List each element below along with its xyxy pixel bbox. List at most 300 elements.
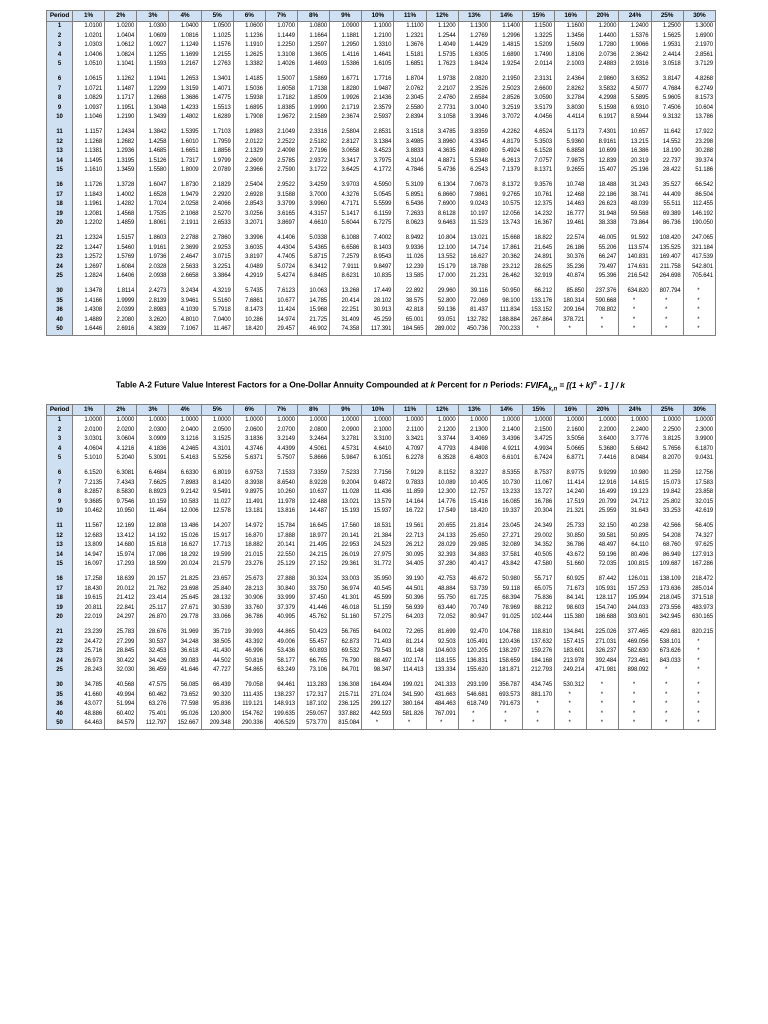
factor-cell: 6.1159 [362,210,394,220]
factor-cell: 723.461 [619,657,651,667]
factor-cell: 15.026 [169,532,201,542]
factor-cell: 1.0000 [265,416,297,426]
period-cell: 5 [47,60,73,70]
factor-cell: 1.3459 [105,166,137,176]
table-row [47,426,716,436]
factor-cell: 6.5436 [394,200,426,210]
factor-cell: 48.497 [587,541,619,551]
factor-cell: 19.561 [394,522,426,532]
factor-cell: 22.186 [587,191,619,201]
factor-cell: 17.293 [105,560,137,570]
factor-cell: 1.5007 [265,75,297,85]
factor-cell: 30.840 [265,585,297,595]
factor-cell: * [619,700,651,710]
factor-cell: 7.4002 [362,234,394,244]
factor-cell: 2.1068 [169,210,201,220]
factor-cell: 15.407 [587,166,619,176]
factor-cell: 434.745 [522,681,554,691]
factor-cell: 4.2465 [169,445,201,455]
factor-cell: 16.722 [394,507,426,517]
factor-cell: 16.777 [555,210,587,220]
factor-cell: 48.039 [619,200,651,210]
factor-cell: 8.1152 [426,469,458,479]
table-row [47,498,716,508]
factor-cell: 20.141 [330,532,362,542]
factor-cell: 1.4802 [169,113,201,123]
factor-cell: 4.7684 [651,85,683,95]
factor-cell: 16.627 [458,253,490,263]
factor-cell: * [683,638,715,648]
factor-cell: 26.186 [555,244,587,254]
period-cell: 23 [47,253,73,263]
table-row [47,454,716,464]
factor-cell: 1.9479 [169,191,201,201]
factor-cell: 111.435 [233,691,265,701]
period-cell: 25 [47,666,73,676]
factor-cell: 6.6101 [490,454,522,464]
factor-cell: 1.7138 [297,85,329,95]
factor-cell: 28.676 [137,628,169,638]
factor-cell: 5.1173 [555,128,587,138]
factor-cell: 68.760 [651,541,683,551]
factor-cell: 546.681 [458,691,490,701]
factor-cell: 25.650 [458,532,490,542]
period-cell: 19 [47,604,73,614]
factor-cell: 184.168 [522,657,554,667]
period-cell: 22 [47,244,73,254]
table-row [47,710,716,720]
rate-column-header: 14% [490,405,522,416]
rate-column-header: 24% [619,11,651,22]
factor-cell: 1.7535 [137,210,169,220]
factor-cell: 1.0303 [73,41,105,51]
factor-cell: 66.542 [683,181,715,191]
factor-cell: 102.444 [522,613,554,623]
factor-cell: 7.6625 [137,479,169,489]
factor-cell: 1.6528 [137,191,169,201]
factor-cell: 14.785 [297,297,329,307]
factor-cell: 1.0800 [297,22,329,32]
factor-cell: 4.3345 [458,138,490,148]
factor-cell: 5.0724 [265,263,297,273]
factor-cell: 371.518 [683,594,715,604]
factor-cell: 20.141 [265,541,297,551]
factor-cell: 3.2464 [297,435,329,445]
factor-cell: 2.0800 [297,426,329,436]
factor-cell: 2.3316 [297,128,329,138]
period-cell: 2 [47,32,73,42]
factor-cell: 164.494 [362,681,394,691]
factor-cell: 1.4889 [73,316,105,326]
factor-cell: 186.688 [587,613,619,623]
factor-cell: 64.002 [362,628,394,638]
factor-cell: 1.7317 [169,157,201,167]
factor-cell: 3.4785 [426,128,458,138]
factor-cell: 8.3227 [458,469,490,479]
period-cell: 4 [47,445,73,455]
factor-cell: 1.0000 [233,416,265,426]
period-cell: 21 [47,234,73,244]
factor-cell: 80.947 [458,613,490,623]
factor-cell: 46.672 [458,575,490,585]
factor-cell: 7.6861 [233,297,265,307]
factor-cell: 128.117 [587,594,619,604]
factor-cell: 17.000 [426,272,458,282]
factor-cell: 60.462 [137,691,169,701]
factor-cell: 72.265 [394,628,426,638]
factor-cell: 18.788 [458,263,490,273]
factor-cell: 469.056 [619,638,651,648]
factor-cell: 2.5633 [169,263,201,273]
factor-cell: 4.4399 [265,445,297,455]
factor-cell: 3.3799 [265,200,297,210]
table-row [47,691,716,701]
factor-cell: 8.7537 [522,469,554,479]
factor-cell: 199.635 [265,710,297,720]
factor-cell: 32.089 [490,541,522,551]
factor-cell: 3.0040 [458,104,490,114]
factor-cell: 29.002 [522,532,554,542]
factor-cell: 241.333 [426,681,458,691]
factor-cell: 79.497 [587,263,619,273]
factor-cell: 87.442 [587,575,619,585]
factor-cell: 18.977 [297,532,329,542]
factor-cell: 4.3746 [233,445,265,455]
factor-cell: 18.531 [362,522,394,532]
factor-cell: 183.601 [555,647,587,657]
factor-cell: 2.5182 [297,138,329,148]
factor-cell: 33.003 [330,575,362,585]
factor-cell: 1.3439 [137,113,169,123]
table-row [47,522,716,532]
rate-column-header: 15% [522,405,554,416]
factor-cell: 133.176 [522,297,554,307]
factor-cell: 3.8197 [233,253,265,263]
annuity-factor-table [46,404,716,730]
factor-cell: 4.5077 [619,85,651,95]
factor-cell: 2.0938 [137,272,169,282]
factor-cell: 3.6400 [587,435,619,445]
factor-cell: 20.157 [137,575,169,585]
factor-cell: 2.1500 [522,426,554,436]
factor-cell: 2.1300 [458,426,490,436]
factor-cell: 1.1699 [169,51,201,61]
factor-cell: 273.556 [651,604,683,614]
factor-cell: 1.3048 [137,104,169,114]
factor-cell: 1.0500 [201,22,233,32]
factor-cell: 1.0609 [137,32,169,42]
factor-cell: 9.8497 [362,263,394,273]
factor-cell: 5.4365 [297,244,329,254]
factor-cell: 1.1881 [330,32,362,42]
factor-cell: 8.9161 [587,138,619,148]
factor-cell: 40.417 [458,560,490,570]
factor-cell: 46.996 [233,647,265,657]
rate-column-header: 4% [169,11,201,22]
factor-cell: 1.9487 [362,85,394,95]
factor-cell: 42.818 [394,306,426,316]
factor-cell: 19.842 [651,488,683,498]
factor-cell: 10.089 [426,479,458,489]
factor-cell: 6.2278 [394,454,426,464]
factor-cell: 66.765 [297,657,329,667]
factor-cell: 13.215 [619,138,651,148]
factor-cell: 18.822 [522,234,554,244]
factor-cell: 1.5181 [394,51,426,61]
factor-cell: 1.5395 [169,128,201,138]
factor-cell: 23.858 [683,488,715,498]
factor-cell: 4.3104 [394,157,426,167]
period-cell: 36 [47,700,73,710]
rate-column-header: 8% [297,405,329,416]
factor-cell: 19.461 [555,219,587,229]
rate-column-header: 30% [683,405,715,416]
factor-cell: 13.786 [683,113,715,123]
factor-cell: 244.033 [619,604,651,614]
factor-cell: 1.6895 [233,104,265,114]
factor-cell: 450.736 [458,325,490,335]
factor-cell: 5.6044 [330,219,362,229]
factor-cell: 65.001 [394,316,426,326]
rate-column-header: 6% [233,11,265,22]
factor-cell: 12.169 [105,522,137,532]
factor-cell: 1.1910 [233,41,265,51]
factor-cell: 3.0518 [651,60,683,70]
factor-cell: 120.205 [458,647,490,657]
factor-cell: 32.393 [426,551,458,561]
factor-cell: 2.0600 [233,426,265,436]
factor-cell: 15.618 [137,541,169,551]
period-cell: 1 [47,416,73,426]
factor-cell: 3.3946 [458,113,490,123]
factor-cell: * [490,710,522,720]
factor-cell: 1.1200 [426,22,458,32]
factor-cell: 8.6540 [265,479,297,489]
factor-cell: 5.0665 [555,445,587,455]
factor-cell: 1.2950 [330,41,362,51]
period-column-header: Period [47,405,73,416]
factor-cell: 2.3579 [362,104,394,114]
factor-cell: 104.768 [490,628,522,638]
factor-cell: 3.4396 [490,435,522,445]
factor-cell: 180.314 [555,297,587,307]
factor-cell: 3.8833 [394,147,426,157]
factor-cell: 5.8715 [297,253,329,263]
factor-cell: 5.1010 [73,454,105,464]
factor-cell: 115.380 [555,613,587,623]
factor-cell: 39.374 [683,157,715,167]
factor-cell: 112.455 [683,200,715,210]
factor-cell: 1.4116 [330,51,362,61]
factor-cell: 66.247 [587,253,619,263]
factor-cell: 126.011 [619,575,651,585]
factor-cell: 1.2572 [73,253,105,263]
factor-cell: 55.206 [587,244,619,254]
factor-cell: 50.816 [233,657,265,667]
factor-cell: 2.5785 [265,157,297,167]
period-cell: 18 [47,594,73,604]
factor-cell: 618.749 [458,700,490,710]
factor-cell: 708.802 [587,306,619,316]
factor-cell: 7.8983 [169,479,201,489]
factor-cell: 1.5513 [201,104,233,114]
factor-cell: 63.249 [265,666,297,676]
factor-cell: 17.519 [555,498,587,508]
factor-cell: * [555,719,587,729]
factor-cell: 29.778 [169,613,201,623]
factor-cell: 2.4647 [169,253,201,263]
factor-cell: 21.384 [362,532,394,542]
factor-cell: 31.969 [169,628,201,638]
factor-cell: 1.3842 [137,128,169,138]
factor-cell: 12.756 [683,469,715,479]
rate-column-header: 4% [169,405,201,416]
factor-cell: 13.181 [233,507,265,517]
period-cell: 24 [47,657,73,667]
factor-cell: 27.888 [265,575,297,585]
factor-cell: 3.2781 [330,435,362,445]
factor-cell: 8.1371 [522,166,554,176]
factor-cell: 11.414 [555,479,587,489]
factor-cell: 41.446 [297,604,329,614]
factor-cell: 29.361 [330,560,362,570]
factor-cell: 1.9531 [651,41,683,51]
factor-cell: 30.913 [362,306,394,316]
table-row [47,210,716,220]
factor-cell: 45.259 [362,316,394,326]
factor-cell: 289.002 [426,325,458,335]
factor-cell: 8.5830 [105,488,137,498]
factor-cell: 2.6600 [522,85,554,95]
factor-cell: 37.450 [297,594,329,604]
factor-cell: 11.859 [394,488,426,498]
factor-cell: 38.741 [619,191,651,201]
factor-cell: 17.086 [137,551,169,561]
factor-cell: * [651,700,683,710]
factor-cell: 1.2597 [297,41,329,51]
factor-cell: 54.208 [651,532,683,542]
factor-cell: 56.085 [169,681,201,691]
factor-cell: 1.6010 [169,138,201,148]
factor-cell: 1.2299 [137,85,169,95]
factor-cell: 12.683 [73,532,105,542]
factor-cell: 1.2625 [233,51,265,61]
factor-cell: 48.884 [426,585,458,595]
factor-cell: 81.214 [394,638,426,648]
rate-column-header: 1% [73,405,105,416]
factor-cell: 6.8771 [555,454,587,464]
table-row [47,507,716,517]
factor-cell: 34.426 [137,657,169,667]
factor-cell: 13.727 [522,488,554,498]
table-row [47,85,716,95]
factor-cell: 1.1249 [169,41,201,51]
factor-cell: 34.248 [169,638,201,648]
factor-cell: 1.1255 [137,51,169,61]
factor-cell: 1.4641 [362,51,394,61]
factor-cell: 673.626 [651,647,683,657]
factor-cell: 7.6123 [265,287,297,297]
factor-cell: 13.233 [490,488,522,498]
factor-cell: 4.1836 [137,445,169,455]
factor-cell: 60.893 [297,647,329,657]
factor-cell: 1.6058 [265,85,297,95]
factor-cell: 5.7918 [201,306,233,316]
factor-cell: 1.4233 [169,104,201,114]
factor-cell: 26.019 [330,551,362,561]
factor-cell: 40.874 [555,272,587,282]
factor-cell: 18.292 [169,551,201,561]
factor-cell: 10.730 [490,479,522,489]
factor-cell: 3.8125 [651,435,683,445]
factor-cell: 2.4883 [587,60,619,70]
factor-cell: 134.841 [555,628,587,638]
factor-cell: 39.581 [587,532,619,542]
factor-cell: 1.0937 [73,104,105,114]
factor-cell: 3.1518 [394,128,426,138]
factor-cell: 4.2262 [490,128,522,138]
factor-cell: 45.599 [362,594,394,604]
factor-cell: 3.7129 [683,60,715,70]
table-row [47,75,716,85]
factor-cell: 16.645 [297,522,329,532]
factor-cell: 1.7103 [201,128,233,138]
factor-cell: 417.539 [683,253,715,263]
factor-cell: 32.030 [105,666,137,676]
rate-column-header: 13% [458,11,490,22]
factor-cell: 1.1449 [265,32,297,42]
factor-cell: 80.496 [619,551,651,561]
factor-cell: 12.808 [137,522,169,532]
factor-cell: 44.502 [201,657,233,667]
factor-cell: 29.457 [265,325,297,335]
factor-cell: 1.0200 [105,22,137,32]
period-cell: 10 [47,113,73,123]
factor-cell: 100.815 [619,560,651,570]
factor-cell: 38.338 [587,219,619,229]
factor-cell: 3.1588 [265,191,297,201]
factor-cell: 15.968 [297,306,329,316]
factor-cell: 1.6047 [137,181,169,191]
factor-cell: 7.4506 [651,104,683,114]
factor-cell: 11.567 [73,522,105,532]
factor-cell: 1.7959 [201,138,233,148]
factor-cell: 4.1216 [105,445,137,455]
factor-cell: 2.2920 [201,191,233,201]
factor-cell: 27.975 [362,551,394,561]
factor-cell: 10.197 [458,210,490,220]
factor-cell: 898.092 [619,666,651,676]
factor-cell: 13.021 [458,234,490,244]
factor-cell: 18.190 [651,147,683,157]
factor-cell: * [619,306,651,316]
factor-cell: 211.758 [651,263,683,273]
factor-cell: 17.922 [683,128,715,138]
factor-cell: 40.995 [265,613,297,623]
factor-cell: 173.636 [651,585,683,595]
factor-cell: 1.4775 [201,94,233,104]
factor-cell: 1.3108 [265,51,297,61]
rate-column-header: 2% [105,11,137,22]
factor-cell: 12.468 [555,191,587,201]
table-header-row [47,405,716,416]
factor-cell: 17.549 [426,507,458,517]
factor-cell: 4.3276 [330,191,362,201]
factor-cell: 45.762 [297,613,329,623]
factor-cell: * [426,719,458,729]
factor-cell: 40.568 [105,681,137,691]
factor-cell: 4.3157 [297,210,329,220]
